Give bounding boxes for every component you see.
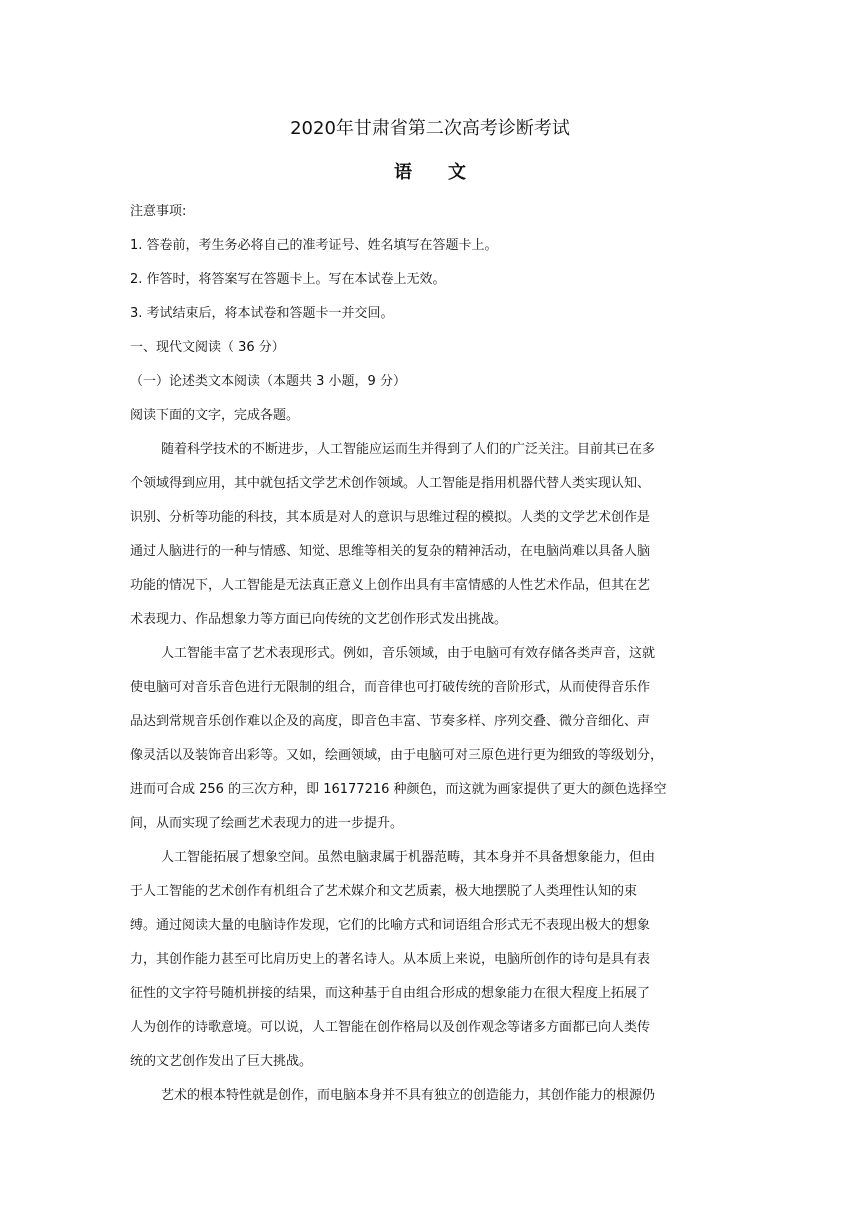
- notice-item: 1. 答卷前，考生务必将自己的准考证号、姓名填写在答题卡上。: [130, 238, 498, 253]
- passage-line: 识别、分析等功能的科技，其本质是对人的意识与思维过程的模拟。人类的文学艺术创作是: [130, 510, 651, 525]
- passage-line: 随着科学技术的不断进步，人工智能应运而生并得到了人们的广泛关注。目前其已在多: [161, 442, 656, 457]
- passage-line: 品达到常规音乐创作难以企及的高度，即音色丰富、节奏多样、序列交叠、微分音细化、声: [130, 714, 651, 729]
- passage-line: 缚。通过阅读大量的电脑诗作发现，它们的比喻方式和词语组合形式无不表现出极大的想象: [130, 918, 651, 933]
- passage-line: 艺术的根本特性就是创作，而电脑本身并不具有独立的创造能力，其创作能力的根源仍: [161, 1088, 656, 1103]
- notice-item: 3. 考试结束后，将本试卷和答题卡一并交回。: [130, 306, 394, 321]
- section-heading: 一、现代文阅读（ 36 分）: [130, 340, 285, 355]
- passage-line: 征性的文字符号随机拼接的结果，而这种基于自由组合形成的想象能力在很大程度上拓展了: [130, 986, 651, 1001]
- passage-line: 个领域得到应用，其中就包括文学艺术创作领域。人工智能是指用机器代替人类实现认知、: [130, 476, 651, 491]
- passage-line: 于人工智能的艺术创作有机组合了艺术媒介和文艺质素，极大地摆脱了人类理性认知的束: [130, 884, 638, 899]
- passage-line: 功能的情况下，人工智能是无法真正意义上创作出具有丰富情感的人性艺术作品，但其在艺: [130, 578, 651, 593]
- section-subheading: （一）论述类文本阅读（本题共 3 小题，9 分）: [130, 374, 406, 389]
- passage-line: 术表现力、作品想象力等方面已向传统的文艺创作形式发出挑战。: [130, 612, 508, 627]
- passage-line: 力，其创作能力甚至可比肩历史上的著名诗人。从本质上来说，电脑所创作的诗句是具有表: [130, 952, 651, 967]
- passage-line: 间，从而实现了绘画艺术表现力的进一步提升。: [130, 816, 404, 831]
- passage-line: 通过人脑进行的一种与情感、知觉、思维等相关的复杂的精神活动，在电脑尚难以具备人脑: [130, 544, 651, 559]
- passage-line: 进而可合成 256 的三次方种，即 16177216 种颜色，而这就为画家提供了更大的颜色选择空: [130, 782, 667, 797]
- notice-heading: 注意事项:: [130, 204, 187, 219]
- passage-line: 人为创作的诗歌意境。可以说，人工智能在创作格局以及创作观念等诸多方面都已向人类传: [130, 1020, 651, 1035]
- passage-line: 统的文艺创作发出了巨大挑战。: [130, 1054, 313, 1069]
- passage-line: 人工智能丰富了艺术表现形式。例如，音乐领域，由于电脑可有效存储各类声音，这就: [161, 646, 656, 661]
- notice-item: 2. 作答时，将答案写在答题卡上。写在本试卷上无效。: [130, 272, 446, 287]
- passage-line: 使电脑可对音乐音色进行无限制的组合，而音律也可打破传统的音阶形式，从而使得音乐作: [130, 680, 651, 695]
- section-instruction: 阅读下面的文字，完成各题。: [130, 408, 300, 423]
- passage-line: 人工智能拓展了想象空间。虽然电脑隶属于机器范畴，其本身并不具备想象能力，但由: [161, 850, 656, 865]
- exam-title: 2020年甘肃省第二次高考诊断考试: [290, 118, 570, 139]
- passage-line: 像灵活以及装饰音出彩等。又如，绘画领域，由于电脑可对三原色进行更为细致的等级划分，: [130, 748, 664, 763]
- subject-title: 语文: [394, 162, 502, 183]
